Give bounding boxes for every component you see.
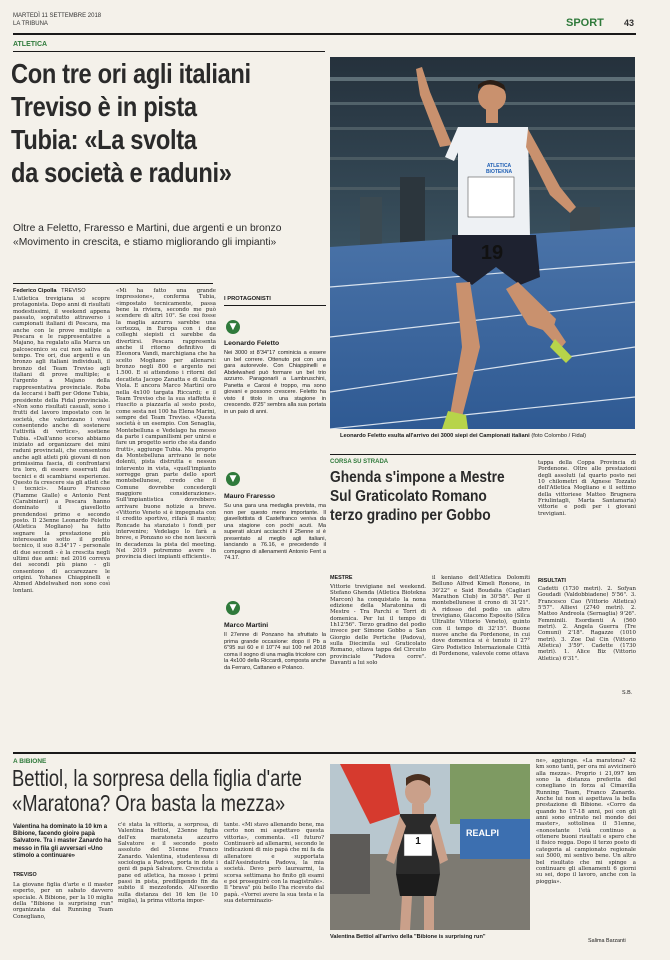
article1-byline (13, 288, 86, 294)
article1-body-col1: L'atletica trevigiana si scopre protagonista. Dopo anni di risultati modestissimi, il weekend appena passato, sopratutto attraverso i campionati italiani di Pescara, ma anche con le prove multiple a Pescara e le rappresentative a Majano, ha regalato alla Marca un palcoscenico su cui non saliva da tempo. Tre ori, due argenti e un bronzo agli italiani individuali, il bronzo del Team Treviso agli italiani di prove multiple; e l'argento a Majano della rappresentativa provinciale. Roba da leccarsi i baffi per Odone Tubia, presidente della Fidal provinciale. «Non sono risultati casuali, sono i frutti del lavoro impostato con le società, che valorizzano i vivai consentendo anche di sostenere l'attività di vertice», sostiene Tubia. «Dall'anno scorso abbiamo iniziato ad organizzare dei mini raduni provinciali, che consentono anche agli atleti più giovani di non primissima fascia, di confrontarsi tra loro, di essere osservati dai tecnici e di scambiarsi esperienze. Questo fa crescere sia gli atleti che i tecnici». Mauro Fraresso (Fiamme Gialle) e Antonio Fent (Carabinieri) a Pescara hanno dominato il giavellotto prendendosi primo e secondo posto. Il 23enne Leonardo Feletto (Atletica Mogliano) ha fatto segnare la prestazione più interessante sotto il profilo tecnico, il suo 8.34"17 - personale di due secondi - è la crescita negli ultimi due anni: nel 2016 correva dei secondi più piano - gli consentono di accarezzare le origini. Yohanes Chiappinelli e Ahmed Abdelwahed non sono così lontani. (13, 296, 110, 594)
article1-headline-line4: da società e raduni» (11, 157, 232, 188)
bibione-banner-text: REALPI (466, 828, 500, 838)
bib-club: ATLETICA BIOTEKNA (485, 163, 513, 175)
article1-kicker-rule (13, 51, 325, 52)
article1-kicker: ATLETICA (13, 41, 48, 48)
article1-byline-rule (13, 283, 213, 284)
sidebar-label: I PROTAGONISTI (224, 296, 271, 302)
article3-photo-caption: Valentina Bettiol all'arrivo della "Bibione is surprising run" (330, 934, 486, 940)
article1-headline-line2: Treviso è in pista (11, 91, 197, 122)
chevron-down-icon: ▼ (226, 320, 240, 334)
article3-summary: Valentina ha dominato la 10 km a Bibione, facendo gioire papà Salvatore. Tra i master Zanardo ha messo in fila gli avversari «Uno stimolo a continuare» (13, 824, 112, 859)
article1-headline-line3: Tubia: «La svolta (11, 124, 197, 155)
article3-kicker: A BIBIONE (13, 758, 47, 765)
article3-headline-line1: Bettiol, la sorpresa della figlia d'arte (12, 765, 302, 791)
article3-body-col4: ne», aggiunge. «La maratona? 42 km sono tanti, per ora mi avvicinerò alla mezza». Proprio i 21,097 km sono la distanza preferita del conegliano in forza al Cimavilla Running Team, Franco Zanardo. Anche lui non si aspettava la bella prestazione di Bibione. «Corro da quando ho 17-18 anni, poi con gli anni sono entrato nel mondo dei master», sottolinea il 51enne, «nonostante l'età continuo a ottenere buoni risultati e spero che il fisico regga. Dopo il terzo posto di categoria al campionato regionale sui 5000, mi sentivo bene. Un altro bel risultato che mi spinge a continuare gli allenamenti 6 giorni su sei, dopo il lavoro, anche con la pioggia». (536, 758, 636, 885)
article1-headline-line1: Con tre ori agli italiani (11, 58, 251, 89)
article1-headline (11, 57, 286, 189)
bibione-bib-number: 1 (415, 836, 421, 847)
article3-signature: Salima Barzanti (588, 938, 626, 944)
article1-author: Federico Cipolla (13, 288, 57, 294)
protagonist2-text: Su una gara una medaglia prevista, ma non per questo meno importante. Il giavellottista di Castelfranco veniva da una stagione con pochi acuti. Ma superati alcuni acciacchi il 25enne si è presentato al meglio agli italiani, lanciando a 76.16, e precedendo il compagno di allenamenti Antonio Fent a 74.17. (224, 503, 326, 561)
article3-body-col1: La giovane figlia d'arte e il master esperto, per un sabato davvero speciale. A Bibione, per la 10 miglia della "Bibione is surprising run" organizzata dal Running Team Conegliano, (13, 882, 113, 920)
article2-kicker: CORSA SU STRADA (330, 459, 389, 465)
protagonist1-name: Leonardo Feletto (224, 340, 280, 347)
chevron-down-icon: ▼ (226, 472, 240, 486)
article3-photo (330, 764, 530, 930)
sidebar-rule (224, 305, 326, 306)
article1-photo (330, 57, 635, 429)
article2-headline: Ghenda s'impone a Mestre Sul Graticolato Romano terzo gradino per Gobbo (330, 469, 505, 524)
article3-headline-line2: «Maratona? Ora basta la mezza» (12, 790, 286, 816)
article1-subtitle: Oltre a Feletto, Fraresso e Martini, due argenti e un bronzo «Movimento in crescita, e stiamo migliorando gli impianti» (13, 223, 282, 248)
article3-top-rule (13, 752, 636, 754)
bib-number: 19 (480, 242, 504, 264)
chevron-down-icon: ▼ (226, 601, 240, 615)
article2-body-col2: il keniano dell'Atletica Dolomiti Belluno Alfred Kimeli Ronone, in 30'22" e Said Boudalia (Cagliari Marathon Club) in 30'58". Per il montebellunese il crono di 31'21". A ridosso del podio un altro trevigiano, Giacomo Esposito (Silca Ultralite Vittorio Veneto), quinto con il tempo di 32'15". Buone nuove anche da Pordenone, in cui dove domenica si è tenuto il 27° Giro Podistico Internazionale Città di Pordenone, valevole come ottava (432, 575, 530, 658)
article2-body-col1: Vittorie trevigiane nel weekend. Stefano Ghenda (Atletica Biotekna Marcon) ha conquistato la nona edizione della Maratonina di Mestre - Tra Parchi e Torri di domenica. Per lui il tempo di 1h12'56". Terzo gradino del podio invece per Simone Gobbo a San Giorgio delle Pertiche (Padova), sulla Diecimila sul Graticolato Romano, ottava tappa del Circuito provinciale "Padova corre". Davanti a lui solo (330, 584, 426, 667)
header-date: MARTEDÌ 11 SETTEMBRE 2018 (13, 13, 102, 19)
header-page-number: 43 (624, 18, 635, 28)
header-section: SPORT (566, 17, 604, 29)
article3-body-col3: tante. «Mi stavo allenando bene, ma certo non mi aspettavo questa vittoria», commenta. «Il futuro? Continuerò ad allenarmi, secondo le indicazioni di mio papà che mi fa da allenatore e supportata dall'Assindustria Padova, la mia società. Devo però laurearmi, la scorsa settimana ho finito gli esami e poi proseguirò con la magistrale». Il "brava" più bello l'ha ricevuto dal papà. «Vorrei avere la sua testa e la sua determinazio- (224, 822, 324, 905)
article2-body-col3: tappa della Coppa Provincia di Pordenone. Oltre alle prestazioni degli assoluti (al quarto posto nei 10 chilometri di Agnese Tozzato dell'Atletica Mogliano e il settimo della vittoriese Matteo Brugnera Friulintagli, Marta Santamaria) vittorie e podi per i giovani trevigiani. (538, 460, 636, 517)
article1-place: TREVISO (61, 288, 86, 294)
header-rule (13, 33, 636, 35)
article2-top-rule (330, 454, 636, 455)
caption-text: Leonardo Feletto esulta all'arrivo dei 3000 siepi dei Campionati italiani (340, 433, 530, 439)
protagonist3-text: Il 27enne di Ponzano ha sfruttato la prima grande occasione: dopo il Pb a 6"95 sui 60 e il 10"74 sui 100 nel 2018 coma il sogno di una maglia tricolore con la 4x100 della Riccardi, composta anche da Ferraro, Cattaneo e Polanco. (224, 632, 326, 671)
article1-photo-caption (340, 433, 635, 440)
article3-place: TREVISO (13, 872, 37, 878)
protagonist3-name: Marco Martini (224, 622, 269, 629)
protagonist2-name: Mauro Fraresso (224, 493, 275, 500)
finisher-illustration (330, 764, 530, 930)
photo-credit: (foto Colombo / Fidal) (531, 433, 587, 439)
article1-body-col2: «Mi ha fatto una grande impressione», conferma Tubia, «impostato tecnicamente, passa bene la riviera, secondo me può scendere di altri 10". Se così fosse la maglia azzurra sarebbe una certezza, in Europa con i due colleghi siepisti ci sarebbe da divertirsi. Pescara rappresenta anche il ritorno definitivo di Eleonora Vandi, marchigiana che ha scelto Mogliano per allenarsi: bronzo negli 800 e argento nei 1.500. E si attendono i ritorni del decatleta Jacopo Zanatta e di Giulia Viola. E ancora Marco Martini oro nella 4x100 targata Riccardi; e il Team Treviso che la sua staffetta è riuscito a piazzarla al sesto posto, come sesta nei 100 ha Elena Marini, sempre del Team Treviso. «Questa società è un esempio. Con Senaglia, Montebelluna e Vedelago ha messo da parte i campanilismi per unirsi e fare un progetto serio che sta dando frutti», aggiunge Tubia. Ma proprio da Montebelluna arrivano le note dolenti, pista distrutta e nessun intervento in vista, «quell'impianto sorregge gran parte dello sport montebellunese, credo che il Comune dovrebbe concedergli maggiore considerazione». Sull'impiantistica dovrebbero arrivare buone notizie a breve. «Vittorio Veneto si è impegnata con il credito sportivo, rifarà il manto; Roncade ha stanziato i fondi per intervenire; Vedelago lo farà a breve, e Ponzano so che non lascerà in decadenza la pista del meeting. Nel 2019 potremmo avere in provincia dieci impianti efficienti». (116, 288, 216, 561)
article3-headline (12, 765, 302, 816)
article3-body-col2: c'è stata la vittoria, a sorpresa, di Valentina Bettiol, 23enne figlia dell'ex maratoneta azzurro Salvatore e il secondo posto assoluto del 51enne Franco Zanardo. Valentina, studentessa di sociologia a Padova, porta in dote i geni di papà Salvatore. Cresciuta a pane ed atletica, ha mosso i primi passi in pista, prediligendo fin da subito il mezzofondo. All'esordio sulla distanza dei 16 km (le 10 miglia), la prima vittoria impor- (118, 822, 218, 905)
protagonist1-text: Nei 3000 st 8'34"17 cominicia a essere un bel correre. Ottenuto poi con una gara autorevole. Con Chiappinelli e Abdelwahed può formare un bel trio azzurro. Paragonarli a Lambruschini, Panetta e Carosi è troppo, ma sono giovani e possono crescere. Feletto ha visto il titolo in una stagione in crescendo. 8'25" sembra alla sua portata in un paio di anni. (224, 350, 326, 415)
article2-signature: S.B. (622, 690, 633, 696)
article2-place: MESTRE (330, 575, 353, 581)
header-paper: LA TRIBUNA (13, 21, 48, 27)
results-text: Cadetti (1730 metri). 2. Sofyan Goudadi (Valdobbiadene) 5'56". 3. Francesco Cao (Vittorio Atletica) 5'57". Allievi (2740 metri). 2. Matteo Andreola (Sernaglia) 9'26". Femminili. Esordienti A (560 metri). 2. Angela Guerra (Tre Comuni) 2'18". Ragazze (1010 metri). 3. Zoe Dal Cin (Vittorio Atletica) 3'59". Cadette (1730 metri). 1. Alice Biz (Vittorio Atletica) 6'31". (538, 586, 636, 662)
results-label: RISULTATI (538, 578, 566, 584)
